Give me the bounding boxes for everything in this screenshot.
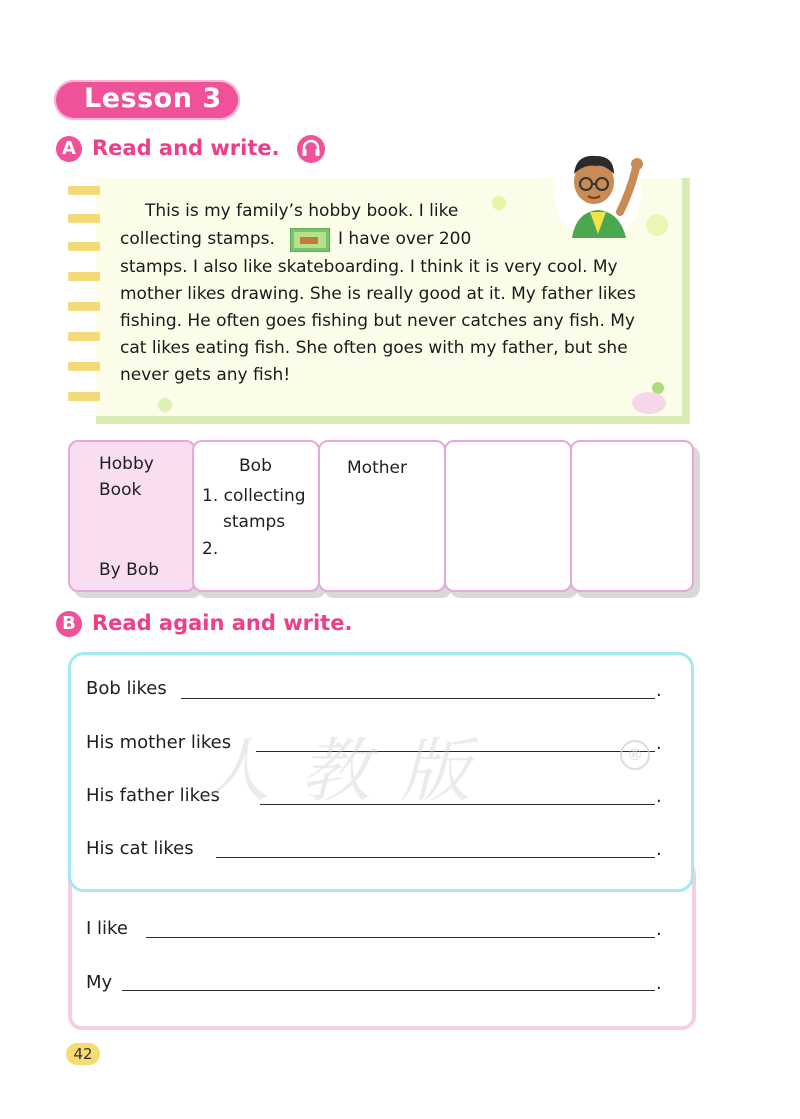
passage-line: mother likes drawing. She is really good at it. My father likes bbox=[120, 284, 636, 304]
passage-line: stamps. I also like skateboarding. I think it is very cool. My bbox=[120, 257, 618, 277]
registered-mark: ® bbox=[620, 740, 650, 770]
mother-heading: Mother bbox=[347, 458, 407, 478]
passage-line: never gets any fish! bbox=[120, 365, 291, 385]
binder-tab bbox=[68, 302, 100, 311]
write-prompt: My bbox=[86, 972, 113, 993]
mother-card[interactable] bbox=[318, 440, 446, 592]
end-period: . bbox=[656, 973, 662, 994]
headphones-icon[interactable] bbox=[296, 134, 326, 164]
cover-title-line: Hobby bbox=[99, 454, 154, 474]
section-b-heading bbox=[56, 611, 396, 641]
lesson-banner bbox=[54, 80, 240, 120]
section-b-title: Read again and write. bbox=[92, 611, 353, 635]
stamp-icon bbox=[290, 228, 330, 252]
binder-tab bbox=[68, 332, 100, 341]
end-period: . bbox=[656, 733, 662, 754]
bob-hobby-item: stamps bbox=[223, 512, 286, 532]
blank-card[interactable] bbox=[570, 440, 694, 592]
hobby-book-cover-card bbox=[68, 440, 196, 592]
cover-title-line: Book bbox=[99, 480, 142, 500]
end-period: . bbox=[656, 919, 662, 940]
passage-line: cat likes eating fish. She often goes with my father, but she bbox=[120, 338, 628, 358]
section-b-letter: B bbox=[56, 611, 82, 637]
write-prompt: His father likes bbox=[86, 785, 220, 806]
end-period: . bbox=[656, 839, 662, 860]
decor-dot bbox=[632, 392, 666, 414]
end-period: . bbox=[656, 680, 662, 701]
end-period: . bbox=[656, 786, 662, 807]
binder-tab bbox=[68, 272, 100, 281]
passage-line: collecting stamps. bbox=[120, 229, 275, 249]
passage-line: fishing. He often goes fishing but never catches any fish. My bbox=[120, 311, 635, 331]
bob-heading: Bob bbox=[239, 456, 272, 476]
cover-author: By Bob bbox=[99, 560, 159, 580]
binder-tab bbox=[68, 362, 100, 371]
lesson-title: Lesson 3 bbox=[84, 83, 222, 114]
section-a-letter: A bbox=[56, 136, 82, 162]
write-prompt: I like bbox=[86, 918, 128, 939]
answer-blank[interactable] bbox=[181, 698, 655, 699]
blank-card[interactable] bbox=[444, 440, 572, 592]
answer-blank[interactable] bbox=[216, 857, 655, 858]
write-prompt: Bob likes bbox=[86, 678, 167, 699]
bob-card[interactable] bbox=[192, 440, 320, 592]
binder-tab bbox=[68, 214, 100, 223]
section-a-title: Read and write. bbox=[92, 136, 280, 160]
passage-line: This is my family’s hobby book. I like bbox=[145, 201, 459, 221]
bob-hobby-item: 1. collecting bbox=[202, 486, 306, 506]
decor-dot bbox=[158, 398, 172, 412]
binder-tab bbox=[68, 242, 100, 251]
answer-blank[interactable] bbox=[146, 937, 655, 938]
write-prompt: His cat likes bbox=[86, 838, 194, 859]
bob-hobby-item: 2. bbox=[202, 539, 219, 559]
write-prompt: His mother likes bbox=[86, 732, 232, 753]
page-number: 42 bbox=[66, 1043, 100, 1065]
section-a-heading bbox=[56, 136, 336, 166]
passage-line: I have over 200 bbox=[338, 229, 472, 249]
binder-tab bbox=[68, 186, 100, 195]
answer-blank[interactable] bbox=[122, 990, 655, 991]
binder-tab bbox=[68, 392, 100, 401]
publisher-watermark: 人教版 bbox=[200, 730, 500, 812]
